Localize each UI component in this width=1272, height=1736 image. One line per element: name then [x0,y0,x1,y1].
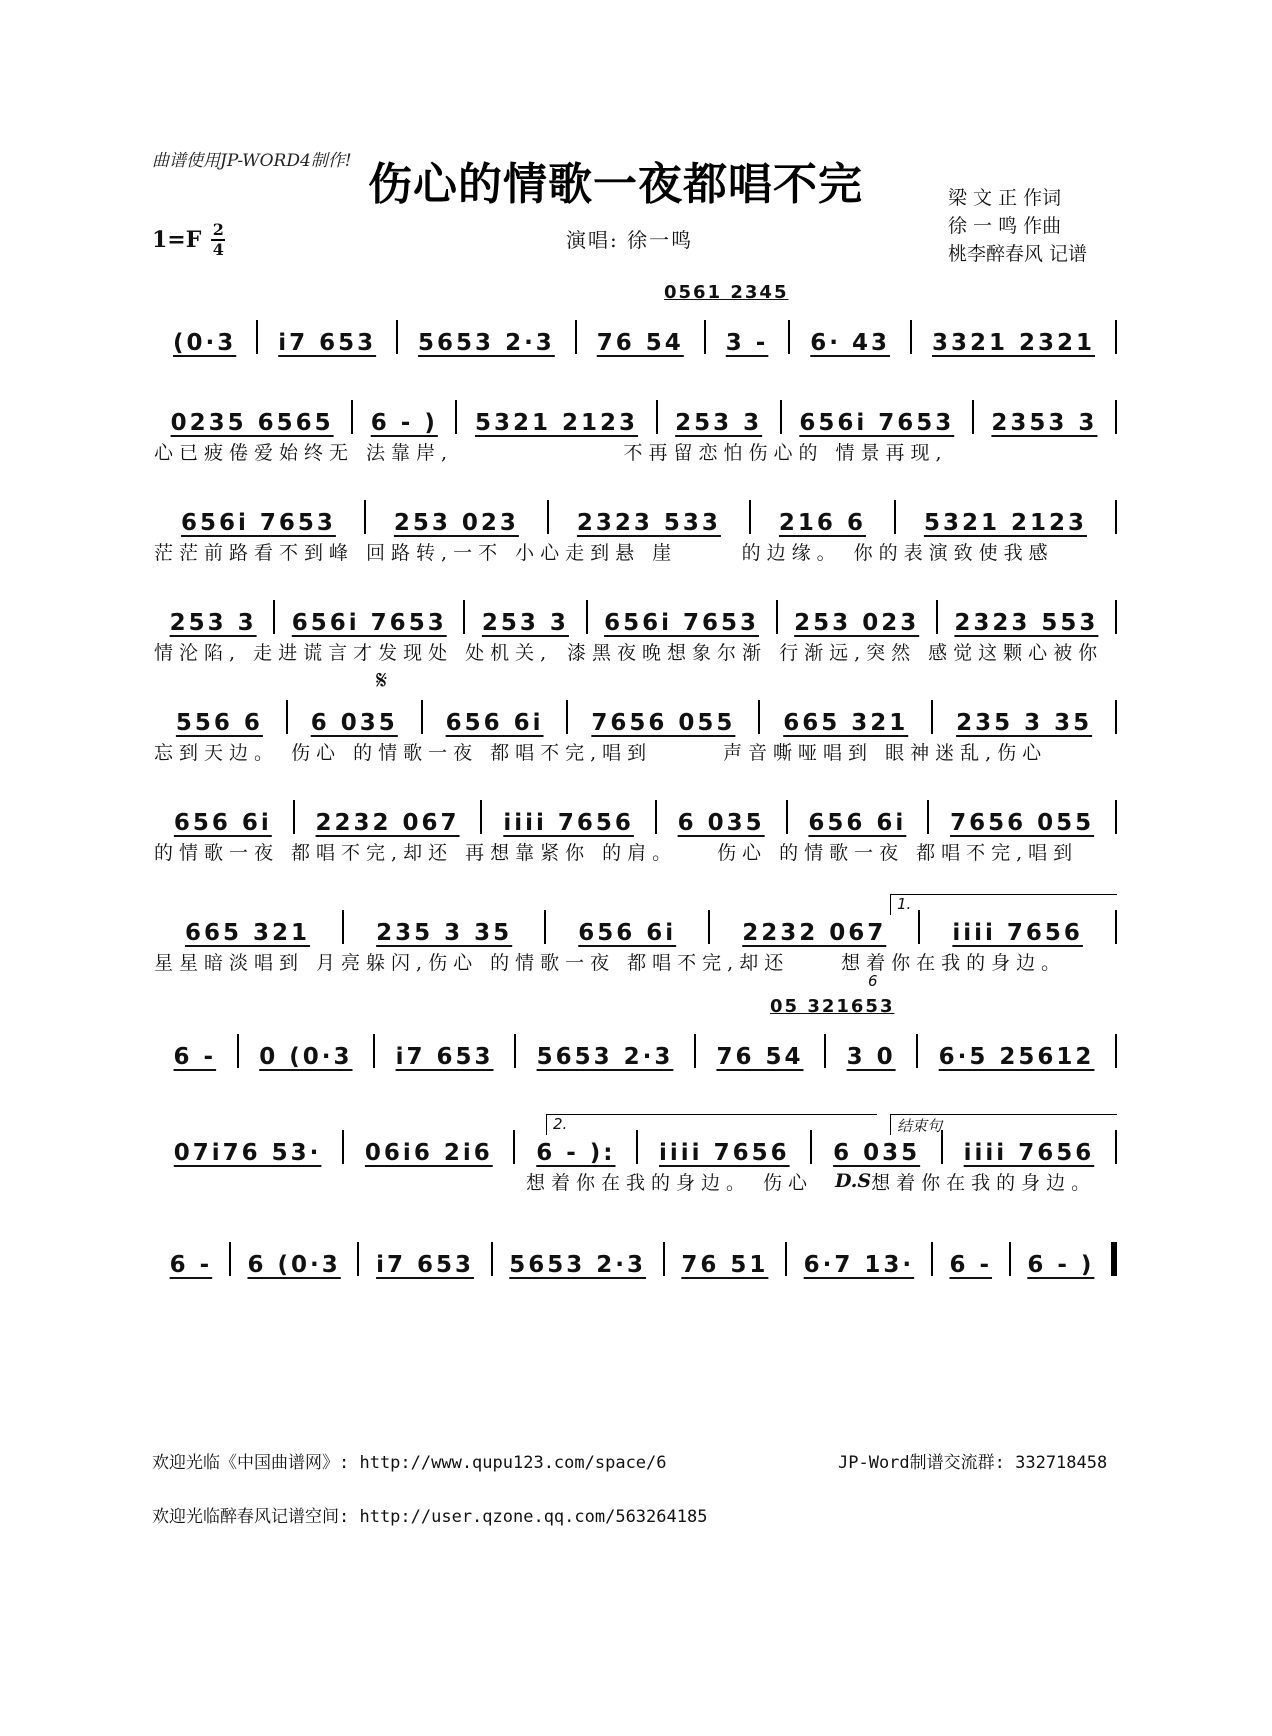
credits [948,184,1087,268]
lyric-segment: 想着你在我的身边。 [871,1171,1097,1194]
barline [1115,600,1117,634]
score-system [150,396,1118,466]
measure: i7 653 [376,1252,474,1278]
volta-bracket [890,894,1117,915]
notation-line [150,1238,1118,1278]
measure: 06i6 2i6 [364,1140,493,1166]
measure: 253 3 [481,610,569,636]
measure: 76 54 [716,1044,804,1070]
measure: 235 3 35 [956,710,1093,736]
barline [749,500,751,534]
measure: 5653 2·3 [536,1044,674,1070]
upper-voice: 0561 2345 [664,282,789,303]
measure: 253 023 [393,510,519,536]
lyric-segment: 星星暗淡唱到 月亮躲闪,伤心 的情歌一夜 都唱不完,却还 [154,951,790,974]
lyric-segment: 想着你在我的身边。 [841,951,1067,974]
barline [824,1034,826,1068]
measure: (0·3 [172,330,237,356]
measure: 76 51 [681,1252,769,1278]
measure: 2232 067 [315,810,460,836]
measure: 6 035 [833,1140,921,1166]
measure: 556 6 [175,710,263,736]
lyric-segment: 声音嘶哑唱到 眼神迷乱,伤心 [723,741,1048,764]
barline [491,1242,493,1276]
measure: 0 (0·3 [259,1044,353,1070]
barline [694,1034,696,1068]
barline [544,910,546,944]
lyric-segment: 的情歌一夜 都唱不完,却还 再想靠紧你 的肩。 [154,841,678,864]
lyrics-line [150,1166,1118,1196]
measure: 5321 2123 [474,410,639,436]
barline [758,700,760,734]
barline [586,600,588,634]
measure: iiii 7656 [963,1140,1095,1166]
barline [931,1242,933,1276]
lyric-segment: 漆黑夜晚想象尔渐 行渐远,突然 感觉这颗心被你 [567,641,1104,664]
measure: 665 321 [185,920,311,946]
barline [513,1130,515,1164]
lyrics-line [150,736,1118,766]
measure: 6 - [169,1252,213,1278]
key-signature [152,222,225,258]
measure: 6 - ) [1027,1252,1095,1278]
lyric-segment: 情沦陷, 走进谎言才发现处 处机关, [154,641,553,664]
barline [663,1242,665,1276]
measure: i7 653 [278,330,377,356]
barline [547,500,549,534]
barline [1115,910,1117,944]
footer-link-qupu[interactable]: 欢迎光临《中国曲谱网》: http://www.qupu123.com/space/6 [152,1453,667,1473]
score-system [150,895,1118,976]
barline [342,910,344,944]
measure: iiii 7656 [503,810,634,836]
volta-bracket [546,1114,877,1135]
barline [373,1034,375,1068]
score-system [150,666,1118,766]
score-system [150,796,1118,866]
volta-number: 2. [553,1115,568,1133]
measure: 5653 2·3 [418,330,555,356]
measure: 0235 6565 [170,410,334,436]
barline [894,500,896,534]
measure: 656 6i [808,810,907,836]
barline [273,600,275,634]
barline [776,600,778,634]
barline [286,700,288,734]
barline [972,400,974,434]
measure: 7656 055 [950,810,1095,836]
measure: 235 3 35 [376,920,513,946]
lyric-segment: 忘到天边。 伤心 的情歌一夜 都唱不完,唱到 [154,741,653,764]
lyrics-line [150,436,1118,466]
measure: 3 0 [846,1044,896,1070]
lyric-segment: 想着你在我的身边。 伤心 [526,1171,814,1194]
lyric-segment: 伤心 的情歌一夜 都唱不完,唱到 [717,841,1079,864]
barline [357,1242,359,1276]
barline [1115,320,1117,354]
upper-voice: 05 321653 [770,996,895,1017]
measure: 656i 7653 [180,510,336,536]
lyric-segment: 茫茫前路看不到峰 回路转,一不 小心走到悬 崖 [154,541,678,564]
ending-label: 结束句 [897,1117,943,1135]
notation-line [150,396,1118,436]
barline [1115,800,1117,834]
barline [463,600,465,634]
measure: 2353 3 [991,410,1098,436]
measure: iiii 7656 [952,920,1083,946]
measure: 656 6i [173,810,272,836]
measure: 253 023 [794,610,920,636]
measure: iiii 7656 [659,1140,790,1166]
lyric-segment: 不再留恋怕伤心的 情景再现, [623,441,948,464]
lyrics-line [150,536,1118,566]
measure: 3321 2321 [931,330,1096,356]
measure: 253 3 [675,410,763,436]
barline [1115,1034,1117,1068]
lyrics-line [150,636,1118,666]
score-system [150,972,1118,1100]
barline [810,1130,812,1164]
lyrics-line [150,1070,1118,1100]
lyrics-line [150,836,1118,866]
measure: 6 - [173,1044,217,1070]
measure: i7 653 [395,1044,494,1070]
measure: 6 035 [310,710,398,736]
measure: 656i 7653 [799,410,955,436]
barline [575,320,577,354]
barline [293,800,295,834]
tuplet-mark: 6 [868,972,878,990]
lyric-segment: 的边缘。 你的表演致使我感 [741,541,1054,564]
barline [931,700,933,734]
barline [1009,1242,1011,1276]
measure: 6 - ) [370,410,438,436]
barline [927,800,929,834]
measure: 6 (0·3 [247,1252,341,1278]
barline [566,700,568,734]
barline [1115,700,1117,734]
score-system [150,282,1118,386]
barline [708,910,710,944]
measure: 6 035 [677,810,765,836]
song-title: 伤心的情歌一夜都唱不完 [368,159,863,210]
notation-line [150,496,1118,536]
lyric-segment: 心已疲倦爱始终无 法靠岸, [154,441,454,464]
measure: 7656 055 [591,710,736,736]
barline [916,1034,918,1068]
barline [455,400,457,434]
measure: 2323 553 [954,610,1099,636]
time-signature [211,222,225,258]
measure: 6· 43 [810,330,891,356]
ending-bracket [890,1114,1117,1135]
notation-line [150,1030,1118,1070]
measure: 5321 2123 [923,510,1087,536]
barline [786,800,788,834]
barline [1115,500,1117,534]
barline [480,800,482,834]
key-label: 1=F [152,227,202,253]
meter-top: 2 [212,220,224,239]
dal-segno-mark: D.S [834,1170,872,1192]
meter-bottom: 4 [212,240,224,259]
measure: 76 54 [596,330,684,356]
barline [351,400,353,434]
measure: 3 - [725,330,769,356]
barline [1115,400,1117,434]
segno-sign: 𝄋 [376,666,388,696]
measure: 07i76 53· [173,1140,322,1166]
barline [704,320,706,354]
barline [936,600,938,634]
barline [229,1242,231,1276]
score-system [150,1238,1118,1308]
barline [788,320,790,354]
barline [342,1130,344,1164]
software-note: 曲谱使用JP-WORD4制作! [152,151,352,171]
measure: 2232 067 [742,920,887,946]
measure: 2323 533 [576,510,721,536]
lyrics-line [150,946,1118,976]
barline [256,320,258,354]
measure: 216 6 [778,510,866,536]
lyrics-line [150,1278,1118,1308]
final-barline [1111,1242,1117,1276]
measure: 656 6i [445,710,544,736]
volta-number: 1. [897,895,912,913]
measure: 5653 2·3 [509,1252,647,1278]
barline [656,400,658,434]
notation-line [150,696,1118,736]
performer: 演唱: 徐一鸣 [566,228,694,252]
barline [655,800,657,834]
barline [636,1130,638,1164]
measure: 253 3 [169,610,257,636]
barline [785,1242,787,1276]
notation-line [150,316,1118,356]
barline [237,1034,239,1068]
lyrics-line [150,356,1118,386]
measure: 656i 7653 [291,610,447,636]
barline [514,1034,516,1068]
barline [396,320,398,354]
transcriber-credit: 桃李醉春风 记谱 [948,243,1088,265]
barline [364,500,366,534]
score-system [150,1115,1118,1196]
composer-credit: 徐 一 鸣 作曲 [948,215,1062,237]
footer-link-qzone[interactable]: 欢迎光临醉春风记谱空间: http://user.qzone.qq.com/563264185 [152,1507,708,1527]
barline [421,700,423,734]
barline [910,320,912,354]
measure: 656 6i [578,920,677,946]
measure: 656i 7653 [604,610,759,636]
lyricist-credit: 梁 文 正 作词 [948,187,1062,209]
measure: 6·5 25612 [938,1044,1095,1070]
score-system [150,496,1118,566]
measure: 6·7 13· [803,1252,915,1278]
notation-line [150,596,1118,636]
barline [780,400,782,434]
barline [1115,1130,1117,1164]
barline [918,910,920,944]
measure: 6 - ): [536,1140,616,1166]
score-system [150,596,1118,666]
notation-line [150,796,1118,836]
measure: 6 - [949,1252,993,1278]
footer-qq-group: JP-Word制谱交流群: 332718458 [838,1453,1108,1473]
measure: 665 321 [783,710,909,736]
